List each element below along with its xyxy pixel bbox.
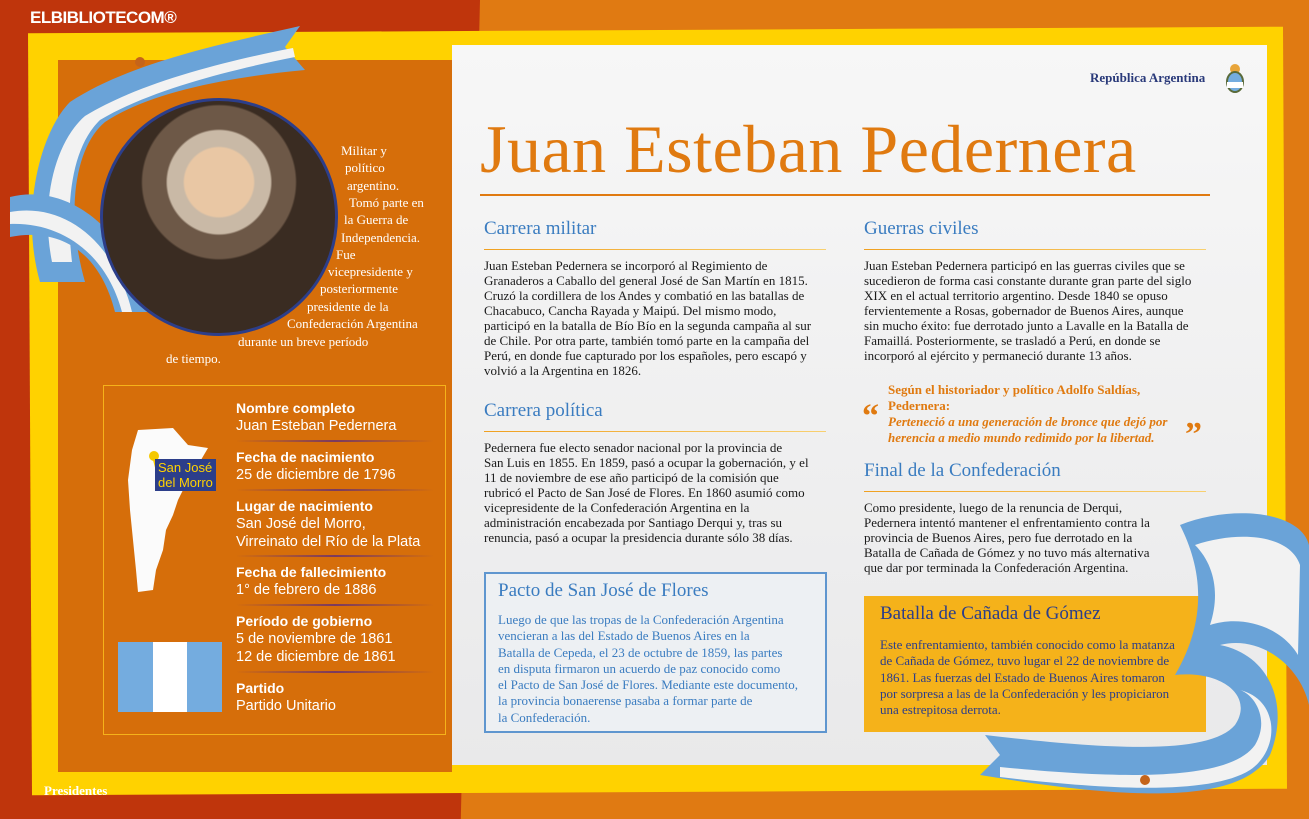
- text-line: Batalla de Cepeda, el 23 de octubre de 1859, las partes: [498, 644, 783, 660]
- intro-line: Fue: [336, 247, 356, 262]
- section-heading-guerras: Guerras civiles: [864, 218, 979, 239]
- section-body-politica: [484, 440, 809, 545]
- info-field-value: Partido Unitario: [236, 698, 336, 714]
- text-line: en disputa firmaron un acuerdo de paz conocido como: [498, 660, 781, 676]
- quote-text: [888, 414, 1167, 446]
- section-heading-final: Final de la Confederación: [864, 460, 1061, 481]
- close-quote-icon: ”: [1185, 416, 1202, 453]
- map-label-line: del Morro: [158, 475, 213, 490]
- text-line: provincia de Buenos Aires, pero fue derrotado en la: [864, 530, 1133, 545]
- category-footer[interactable]: Presidentes: [44, 783, 108, 798]
- text-line: vicepresidente de la Confederación Argentina en la: [484, 500, 750, 515]
- info-field-label: Fecha de fallecimiento: [236, 564, 387, 580]
- intro-line: presidente de la: [307, 299, 389, 314]
- text-line: que dar por terminada la Confederación Argentina.: [864, 560, 1129, 575]
- text-line: 11 de noviembre de ese año participó de la comisión que: [484, 470, 779, 485]
- box-body-batalla: [880, 637, 1175, 718]
- text-line: fervientemente a Rosas, gobernador de Buenos Aires, aunque: [864, 303, 1184, 318]
- info-field-value: San José del Morro,: [236, 516, 366, 532]
- intro-line: vicepresidente y: [328, 264, 413, 279]
- text-line: volvió a la Argentina en 1826.: [484, 363, 642, 378]
- section-body-guerras: [864, 258, 1191, 363]
- info-field-label: Período de gobierno: [236, 613, 373, 629]
- section-body-militar: [484, 258, 811, 378]
- info-divider: [236, 440, 434, 442]
- info-field-value: 25 de diciembre de 1796: [236, 467, 396, 483]
- flag-stripe: [153, 642, 188, 712]
- section-divider: [864, 491, 1206, 492]
- box-heading-pacto: Pacto de San José de Flores: [498, 580, 709, 601]
- section-divider: [484, 431, 826, 432]
- quote-line: Según el historiador y político Adolfo Saldías,: [888, 382, 1141, 397]
- quote-intro: [888, 382, 1140, 414]
- text-line: Cruzó la cordillera de los Andes y combatió en las batallas de: [484, 288, 805, 303]
- quote-line: Perteneció a una generación de bronce que dejó por: [888, 414, 1168, 429]
- quote-line: Pedernera:: [888, 398, 951, 413]
- open-quote-icon: “: [862, 398, 879, 435]
- text-line: Perú, en donde fue capturado por los españoles, pero escapó y: [484, 348, 807, 363]
- text-line: el Pacto de San José de Flores. Mediante este documento,: [498, 677, 799, 693]
- info-field-value: Juan Esteban Pedernera: [236, 418, 397, 434]
- text-line: 1861. Las fuerzas del Estado de Buenos Aires tomaron: [880, 669, 1165, 685]
- intro-line: Confederación Argentina: [287, 316, 418, 331]
- text-line: participó en la batalla de Bío Bío en la segunda campaña al sur: [484, 318, 812, 333]
- intro-line: posteriormente: [320, 281, 398, 296]
- title-divider: [480, 194, 1210, 196]
- text-line: Granaderos a Caballo del general José de San Martín en 1815.: [484, 273, 808, 288]
- section-divider: [484, 249, 826, 250]
- info-field-value: Virreinato del Río de la Plata: [236, 534, 421, 550]
- text-line: San Luis en 1855. En 1859, pasó a ocupar la gobernación, y el: [484, 455, 809, 470]
- info-divider: [236, 489, 434, 491]
- info-field-value: 1° de febrero de 1886: [236, 582, 377, 598]
- section-heading-politica: Carrera política: [484, 400, 603, 421]
- sun-of-may-icon: [135, 57, 145, 67]
- text-line: Como presidente, luego de la renuncia de Derqui,: [864, 500, 1123, 515]
- text-line: Juan Esteban Pedernera se incorporó al Regimiento de: [484, 258, 768, 273]
- text-line: sucedieron de forma casi constante durante gran parte del siglo: [864, 273, 1192, 288]
- text-line: Chacabuco, Cancha Rayada y Maipú. Del mismo modo,: [484, 303, 777, 318]
- box-heading-batalla: Batalla de Cañada de Gómez: [880, 603, 1101, 624]
- text-line: Luego de que las tropas de la Confederación Argentina: [498, 612, 784, 627]
- intro-line: político: [345, 160, 385, 175]
- coat-of-arms-icon: [1224, 62, 1246, 94]
- text-line: incorporó al ejército y permaneció durante 13 años.: [864, 348, 1132, 363]
- text-line: sin mucho éxito: fue derrotado junto a Lavalle en la Batalla de: [864, 318, 1189, 333]
- quote-line: herencia a medio mundo redimido por la libertad.: [888, 430, 1155, 445]
- text-line: renuncia, pasó a ocupar la presidencia durante sólo 38 días.: [484, 530, 793, 545]
- intro-line: la Guerra de: [344, 212, 409, 227]
- info-divider: [236, 671, 434, 673]
- info-field-label: Lugar de nacimiento: [236, 498, 373, 514]
- intro-line: de tiempo.: [166, 351, 221, 366]
- text-line: la Confederación.: [498, 709, 591, 725]
- text-line: Este enfrentamiento, también conocido como la matanza: [880, 637, 1175, 652]
- intro-line: Independencia.: [341, 230, 421, 245]
- intro-line: Militar y: [341, 143, 387, 158]
- map-location-label: [155, 459, 216, 491]
- text-line: la provincia bonaerense pasaba a formar parte de: [498, 693, 753, 709]
- portrait-image: [100, 98, 338, 336]
- site-logo[interactable]: ELBIBLIOTECOM®: [30, 8, 177, 27]
- box-body-pacto: [498, 612, 798, 726]
- info-field-value: 12 de diciembre de 1861: [236, 649, 396, 665]
- info-field-label: Nombre completo: [236, 400, 356, 416]
- intro-line: Tomó parte en: [349, 195, 424, 210]
- text-line: Pedernera fue electo senador nacional por la provincia de: [484, 440, 783, 455]
- section-divider: [864, 249, 1206, 250]
- text-line: Batalla de Cañada de Gómez y no tuvo más alternativa: [864, 545, 1150, 560]
- info-field-label: Fecha de nacimiento: [236, 449, 375, 465]
- section-heading-militar: Carrera militar: [484, 218, 597, 239]
- argentina-map: [118, 420, 213, 600]
- sun-of-may-icon: [1140, 775, 1150, 785]
- page-title: Juan Esteban Pedernera: [480, 111, 1137, 187]
- info-divider: [236, 555, 434, 557]
- text-line: de Cañada de Gómez, tuvo lugar el 22 de noviembre de: [880, 653, 1170, 669]
- flag-stripe: [187, 642, 222, 712]
- section-body-final: [864, 500, 1150, 575]
- text-line: rubricó el Pacto de San José de Flores. En 1860 asumió como: [484, 485, 805, 500]
- text-line: Juan Esteban Pedernera participó en las guerras civiles que se: [864, 258, 1185, 273]
- info-divider: [236, 604, 434, 606]
- text-line: de Chile. Por otra parte, también tomó parte en la campaña del: [484, 333, 810, 348]
- text-line: una estrepitosa derrota.: [880, 702, 1001, 718]
- map-label-line: San José: [158, 460, 213, 475]
- text-line: vencieran a las del Estado de Buenos Aires en la: [498, 628, 750, 644]
- text-line: administración encabezada por Santiago Derqui y, tras su: [484, 515, 783, 530]
- intro-line: argentino.: [347, 178, 400, 193]
- argentina-flag: [118, 642, 222, 712]
- intro-line: durante un breve período: [238, 334, 369, 349]
- info-field-label: Partido: [236, 680, 285, 696]
- text-line: Famaillá. Posteriormente, se trasladó a Perú, en donde se: [864, 333, 1161, 348]
- text-line: XIX en el actual territorio argentino. Desde 1840 se opuso: [864, 288, 1168, 303]
- info-field-value: 5 de noviembre de 1861: [236, 631, 393, 647]
- text-line: Pedernera intentó mantener el enfrentamiento contra la: [864, 515, 1150, 530]
- flag-stripe: [118, 642, 153, 712]
- text-line: por sorpresa a las de la Confederación y les propiciaron: [880, 685, 1170, 701]
- country-label: República Argentina: [1090, 70, 1206, 85]
